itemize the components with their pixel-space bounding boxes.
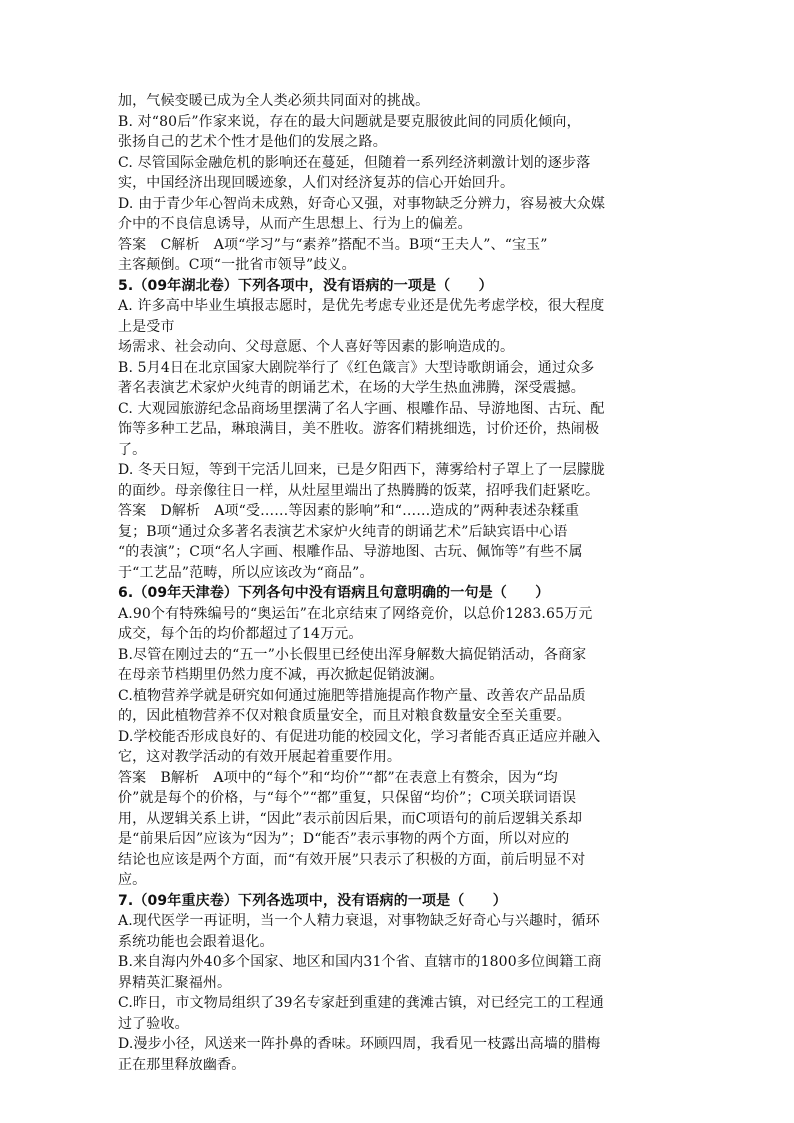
text-line: 答案 B解析 A项中的“每个”和“均价”“都”在表意上有赘余，因为“均 [118, 769, 558, 786]
text-line: 过了验收。 [118, 1015, 189, 1032]
text-line: 的，因此植物营养不仅对粮食质量安全，而且对粮食数量安全至关重要。 [118, 708, 571, 724]
text-line: 成交，每个缶的均价都超过了14万元。 [118, 626, 363, 642]
text-line: C.植物营养学就是研究如何通过施肥等措施提高作物产量、改善农产品品质 [118, 687, 586, 704]
text-line: 的面纱。母亲像往日一样，从灶屋里端出了热腾腾的饭菜，招呼我们赶紧吃。 [118, 482, 600, 499]
text-line: 在母亲节档期里仍然力度不减，再次掀起促销波澜。 [118, 667, 444, 683]
text-line: 答案 D解析 A项“受……等因素的影响”和“……造成的”两种表述杂糅重 [118, 503, 580, 519]
text-line: 它，这对教学活动的有效开展起着重要作用。 [118, 749, 401, 765]
text-line: 正在那里释放幽香。 [118, 1056, 246, 1073]
text-line: B. 5月4日在北京国家大剧院举行了《红色箴言》大型诗歌朗诵会，通过众多 [118, 359, 595, 376]
text-line: A.现代医学一再证明，当一个人精力衰退，对事物缺乏好奇心与兴趣时，循环 [118, 913, 600, 929]
text-line: C. 大观园旅游纪念品商场里摆满了名人字画、根雕作品、导游地图、古玩、配 [118, 400, 605, 417]
text-line: 价”就是每个的价格，与“每个”“都”重复，只保留“均价”；C项关联词语误 [118, 790, 577, 806]
text-line: D. 由于青少年心智尚未成熟，好奇心又强，对事物缺乏分辨力，容易被大众媒 [118, 195, 606, 212]
text-line: 结论也应该是两个方面，而“有效开展”只表示了积极的方面，前后明显不对 [118, 851, 586, 868]
text-line: 答案 C解析 A项“学习”与“素养”搭配不当。B项“王夫人”、“宝玉” [118, 236, 548, 253]
text-line: 加，气候变暖已成为全人类必须共同面对的挑战。 [118, 93, 430, 109]
text-line: 实，中国经济出现回暖迹象，人们对经济复苏的信心开始回升。 [118, 175, 515, 191]
text-line: 主客颠倒。C项“一批省市领导”歧义。 [118, 257, 356, 273]
text-line: D.漫步小径，风送来一阵扑鼻的香味。环顾四周，我看见一枝露出高墙的腊梅 [118, 1036, 601, 1052]
text-line: 复；B项“通过众多著名表演艺术家炉火纯青的朗诵艺术”后缺宾语中心语 [118, 523, 568, 540]
text-line: D.学校能否形成良好的、有促进功能的校园文化，学习者能否真正适应并融入 [118, 728, 601, 745]
text-line: 张扬自己的艺术个性才是他们的发展之路。 [118, 134, 387, 150]
text-line: 上是受市 [118, 318, 175, 335]
text-line: C.昨日，市文物局组织了39名专家赶到重建的龚滩古镇，对已经完工的工程通 [118, 995, 604, 1011]
text-line: 系统功能也会跟着退化。 [118, 933, 274, 950]
text-line: B.尽管在刚过去的“五一”小长假里已经使出浑身解数大搞促销活动，各商家 [118, 646, 587, 663]
question-heading: 7.（09年重庆卷）下列各选项中，没有语病的一项是（ ） [118, 892, 507, 909]
text-line: 于“工艺品”范畴，所以应该改为“商品”。 [118, 564, 374, 581]
text-line: 介中的不良信息诱导，从而产生思想上、行为上的偏差。 [118, 216, 472, 232]
text-line: 用，从逻辑关系上讲，“因此”表示前因后果，而C项语句的前后逻辑关系却 [118, 810, 583, 827]
text-line: “的表演”；C项“名人字画、根雕作品、导游地图、古玩、佩饰等”有些不属 [118, 544, 583, 560]
text-line: B.来自海内外40多个国家、地区和国内31个省、直辖市的1800多位闽籍工商 [118, 954, 602, 970]
text-line: A. 许多高中毕业生填报志愿时，是优先考虑专业还是优先考虑学校，很大程度 [118, 298, 605, 314]
text-line: 饰等多种工艺品，琳琅满目，美不胜收。游客们精挑细选，讨价还价，热闹极 [118, 421, 600, 437]
question-heading: 6.（09年天津卷）下列各句中没有语病且句意明确的一句是（ ） [118, 585, 550, 601]
text-line: 应。 [118, 872, 147, 888]
text-line: B. 对“80后”作家来说，存在的最大问题就是要克服彼此间的同质化倾向， [118, 113, 581, 130]
question-heading: 5.（09年湖北卷）下列各项中，没有语病的一项是（ ） [118, 277, 493, 294]
document-body [118, 91, 678, 1075]
text-line: 著名表演艺术家炉火纯青的朗诵艺术，在场的大学生热血沸腾，深受震撼。 [118, 380, 585, 396]
text-line: A.90个有特殊编号的“奥运缶”在北京结束了网络竞价，以总价1283.65万元 [118, 605, 593, 622]
text-line: D. 冬天日短，等到干完活儿回来，已是夕阳西下，薄雾给村子罩上了一层朦胧 [118, 462, 606, 478]
text-line: 界精英汇聚福州。 [118, 974, 232, 991]
text-line: 了。 [118, 441, 147, 458]
text-line: C. 尽管国际金融危机的影响还在蔓延，但随着一系列经济刺激计划的逐步落 [118, 154, 591, 171]
text-line: 场需求、社会动向、父母意愿、个人喜好等因素的影响造成的。 [118, 339, 515, 355]
text-line: 是“前果后因”应该为“因为”；D“能否”表示事物的两个方面，所以对应的 [118, 831, 570, 847]
